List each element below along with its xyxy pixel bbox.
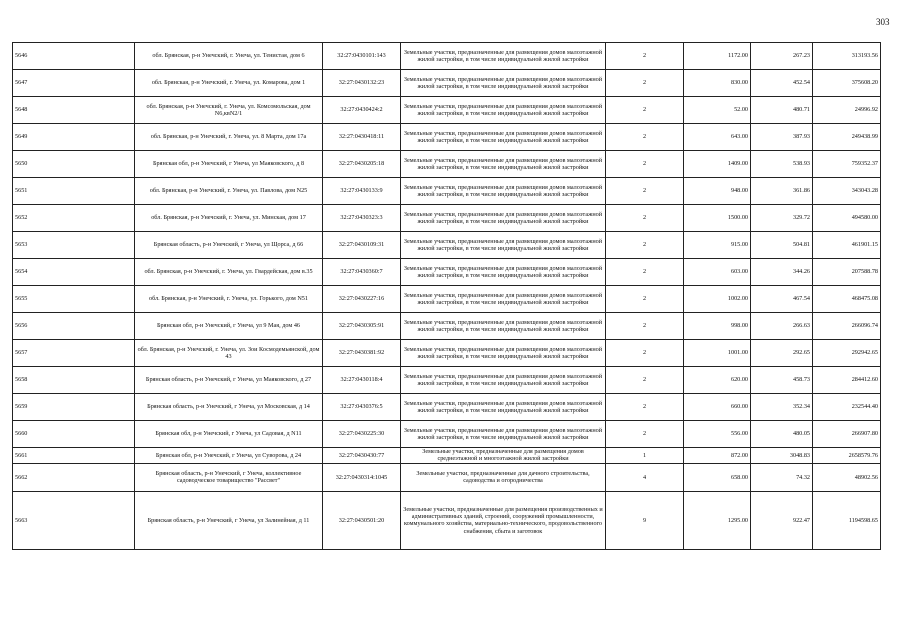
address-cell: Брянская область, р-н Унечский, г Унеча, ул Московская, д 14 xyxy=(135,394,323,421)
address-cell: Брянская обл, р-н Унечский, г Унеча, ул Садовая, д N11 xyxy=(135,421,323,448)
specific-value-cell: 3048.83 xyxy=(751,448,813,464)
specific-value-cell: 480.05 xyxy=(751,421,813,448)
cadastral-value-table xyxy=(12,42,881,550)
table-row xyxy=(13,448,881,464)
land-use-cell: Земельные участки, предназначенные для размещения домов малоэтажной жилой застройки, в том числе индивидуальной жилой застройки xyxy=(401,43,606,70)
row-number-cell: 5656 xyxy=(13,313,135,340)
area-cell: 556.00 xyxy=(684,421,751,448)
table-row xyxy=(13,151,881,178)
cadastral-value-cell: 2658579.76 xyxy=(813,448,881,464)
address-cell: Брянская область, р-н Унечский, г Унеча, ул Маяковского, д 27 xyxy=(135,367,323,394)
land-use-cell: Земельные участки, предназначенные для размещения домов малоэтажной жилой застройки, в том числе индивидуальной жилой застройки xyxy=(401,286,606,313)
table-row xyxy=(13,394,881,421)
area-cell: 1500.00 xyxy=(684,205,751,232)
cadastral-value-cell: 48902.56 xyxy=(813,463,881,491)
land-use-cell: Земельные участки, предназначенные для размещения домов малоэтажной жилой застройки, в том числе индивидуальной жилой застройки xyxy=(401,70,606,97)
cadastral-number-cell: 32:27:0430430:77 xyxy=(323,448,401,464)
row-number-cell: 5651 xyxy=(13,178,135,205)
specific-value-cell: 538.93 xyxy=(751,151,813,178)
row-number-cell: 5663 xyxy=(13,491,135,549)
specific-value-cell: 504.81 xyxy=(751,232,813,259)
cadastral-number-cell: 32:27:0430501:20 xyxy=(323,491,401,549)
table-row xyxy=(13,178,881,205)
cadastral-number-cell: 32:27:0430314:1045 xyxy=(323,463,401,491)
table-row xyxy=(13,97,881,124)
area-cell: 1001.00 xyxy=(684,340,751,367)
group-code-cell: 4 xyxy=(606,463,684,491)
land-use-cell: Земельные участки, предназначенные для размещения домов малоэтажной жилой застройки, в том числе индивидуальной жилой застройки xyxy=(401,178,606,205)
table-row xyxy=(13,491,881,549)
cadastral-value-cell: 468475.08 xyxy=(813,286,881,313)
land-use-cell: Земельные участки, предназначенные для размещения домов малоэтажной жилой застройки, в том числе индивидуальной жилой застройки xyxy=(401,367,606,394)
row-number-cell: 5657 xyxy=(13,340,135,367)
cadastral-value-cell: 266096.74 xyxy=(813,313,881,340)
group-code-cell: 2 xyxy=(606,367,684,394)
area-cell: 998.00 xyxy=(684,313,751,340)
group-code-cell: 2 xyxy=(606,340,684,367)
specific-value-cell: 329.72 xyxy=(751,205,813,232)
land-use-cell: Земельные участки, предназначенные для дачного строительства, садоводства и огородничества xyxy=(401,463,606,491)
address-cell: обл. Брянская, р-н Унечский, г. Унеча, ул. Зои Космодемьянской, дом 43 xyxy=(135,340,323,367)
address-cell: обл. Брянская, р-н Унечский, г. Унеча, ул. Комарова, дом 1 xyxy=(135,70,323,97)
row-number-cell: 5649 xyxy=(13,124,135,151)
table-row xyxy=(13,232,881,259)
specific-value-cell: 267.23 xyxy=(751,43,813,70)
specific-value-cell: 344.26 xyxy=(751,259,813,286)
row-number-cell: 5650 xyxy=(13,151,135,178)
area-cell: 830.00 xyxy=(684,70,751,97)
cadastral-value-cell: 266907.80 xyxy=(813,421,881,448)
land-use-cell: Земельные участки, предназначенные для размещения домов малоэтажной жилой застройки, в том числе индивидуальной жилой застройки xyxy=(401,340,606,367)
group-code-cell: 2 xyxy=(606,205,684,232)
cadastral-value-cell: 759352.37 xyxy=(813,151,881,178)
address-cell: Брянская обл, р-н Унечский, г Унеча, ул 9 Мая, дом 46 xyxy=(135,313,323,340)
table-row xyxy=(13,124,881,151)
specific-value-cell: 292.65 xyxy=(751,340,813,367)
group-code-cell: 2 xyxy=(606,151,684,178)
group-code-cell: 9 xyxy=(606,491,684,549)
address-cell: обл. Брянская, р-н Унечский, г. Унеча, ул. 8 Марта, дом 17а xyxy=(135,124,323,151)
cadastral-number-cell: 32:27:0430132:23 xyxy=(323,70,401,97)
row-number-cell: 5661 xyxy=(13,448,135,464)
table-row xyxy=(13,367,881,394)
group-code-cell: 2 xyxy=(606,421,684,448)
land-use-cell: Земельные участки, предназначенные для размещения домов малоэтажной жилой застройки, в том числе индивидуальной жилой застройки xyxy=(401,124,606,151)
cadastral-number-cell: 32:27:0430376:5 xyxy=(323,394,401,421)
table-row xyxy=(13,43,881,70)
specific-value-cell: 922.47 xyxy=(751,491,813,549)
cadastral-number-cell: 32:27:0430205:18 xyxy=(323,151,401,178)
table-row xyxy=(13,205,881,232)
specific-value-cell: 387.93 xyxy=(751,124,813,151)
specific-value-cell: 458.73 xyxy=(751,367,813,394)
address-cell: обл. Брянская, р-н Унечский, г. Унеча, ул. Гвардейская, дом в.35 xyxy=(135,259,323,286)
address-cell: обл. Брянская, р-н Унечский, г. Унеча, ул. Комсомольская, дом N6,квN2/1 xyxy=(135,97,323,124)
land-use-cell: Земельные участки, предназначенные для размещения домов малоэтажной жилой застройки, в том числе индивидуальной жилой застройки xyxy=(401,394,606,421)
cadastral-number-cell: 32:27:0430101:143 xyxy=(323,43,401,70)
cadastral-value-cell: 313193.56 xyxy=(813,43,881,70)
address-cell: Брянская область, р-н Унечский, г Унеча, ул Щорса, д 66 xyxy=(135,232,323,259)
group-code-cell: 2 xyxy=(606,97,684,124)
area-cell: 1172.00 xyxy=(684,43,751,70)
address-cell: Брянская область, р-н Унечский, г Унеча, коллективное садоводческое товарищество "Рассвет" xyxy=(135,463,323,491)
cadastral-number-cell: 32:27:0430418:11 xyxy=(323,124,401,151)
area-cell: 658.00 xyxy=(684,463,751,491)
cadastral-number-cell: 32:27:0430323:3 xyxy=(323,205,401,232)
cadastral-value-cell: 249438.99 xyxy=(813,124,881,151)
cadastral-value-cell: 207588.78 xyxy=(813,259,881,286)
land-use-cell: Земельные участки, предназначенные для размещения домов малоэтажной жилой застройки, в том числе индивидуальной жилой застройки xyxy=(401,232,606,259)
specific-value-cell: 266.63 xyxy=(751,313,813,340)
table-row xyxy=(13,313,881,340)
land-use-cell: Земельные участки, предназначенные для размещения домов малоэтажной жилой застройки, в том числе индивидуальной жилой застройки xyxy=(401,313,606,340)
address-cell: обл. Брянская, р-н Унечский, г. Унеча, ул. Горького, дом N51 xyxy=(135,286,323,313)
land-use-cell: Земельные участки, предназначенные для размещения домов малоэтажной жилой застройки, в том числе индивидуальной жилой застройки xyxy=(401,259,606,286)
cadastral-value-cell: 284412.60 xyxy=(813,367,881,394)
group-code-cell: 2 xyxy=(606,43,684,70)
specific-value-cell: 74.32 xyxy=(751,463,813,491)
area-cell: 1002.00 xyxy=(684,286,751,313)
table-body xyxy=(13,43,881,550)
row-number-cell: 5662 xyxy=(13,463,135,491)
area-cell: 643.00 xyxy=(684,124,751,151)
cadastral-value-cell: 232544.40 xyxy=(813,394,881,421)
cadastral-value-cell: 461901.15 xyxy=(813,232,881,259)
cadastral-number-cell: 32:27:0430227:16 xyxy=(323,286,401,313)
area-cell: 948.00 xyxy=(684,178,751,205)
cadastral-value-cell: 343043.28 xyxy=(813,178,881,205)
table-row xyxy=(13,421,881,448)
area-cell: 1409.00 xyxy=(684,151,751,178)
group-code-cell: 2 xyxy=(606,394,684,421)
area-cell: 1295.00 xyxy=(684,491,751,549)
land-use-cell: Земельные участки, предназначенные для размещения домов среднеэтажной и многоэтажной жилой застройки xyxy=(401,448,606,464)
specific-value-cell: 361.86 xyxy=(751,178,813,205)
cadastral-value-cell: 24996.92 xyxy=(813,97,881,124)
area-cell: 872.00 xyxy=(684,448,751,464)
table-row xyxy=(13,463,881,491)
specific-value-cell: 352.34 xyxy=(751,394,813,421)
address-cell: Брянская обл, р-н Унечский, г Унеча, ул Маяковского, д 8 xyxy=(135,151,323,178)
area-cell: 660.00 xyxy=(684,394,751,421)
group-code-cell: 1 xyxy=(606,448,684,464)
cadastral-value-cell: 1194598.65 xyxy=(813,491,881,549)
area-cell: 915.00 xyxy=(684,232,751,259)
row-number-cell: 5659 xyxy=(13,394,135,421)
land-use-cell: Земельные участки, предназначенные для размещения домов малоэтажной жилой застройки, в том числе индивидуальной жилой застройки xyxy=(401,421,606,448)
page-number: 303 xyxy=(876,17,890,27)
land-use-cell: Земельные участки, предназначенные для размещения домов малоэтажной жилой застройки, в том числе индивидуальной жилой застройки xyxy=(401,97,606,124)
address-cell: обл. Брянская, р-н Унечский, г. Унеча, ул. Павлова, дом N25 xyxy=(135,178,323,205)
row-number-cell: 5647 xyxy=(13,70,135,97)
table-row xyxy=(13,259,881,286)
land-use-cell: Земельные участки, предназначенные для размещения домов малоэтажной жилой застройки, в том числе индивидуальной жилой застройки xyxy=(401,151,606,178)
area-cell: 620.00 xyxy=(684,367,751,394)
land-use-cell: Земельные участки, предназначенные для размещения производственных и административных зданий, строений, сооружений промышленности, коммунального хозяйства, материально-технического, продовольственного снабжения, сбыта и заготовок xyxy=(401,491,606,549)
row-number-cell: 5653 xyxy=(13,232,135,259)
group-code-cell: 2 xyxy=(606,286,684,313)
row-number-cell: 5658 xyxy=(13,367,135,394)
cadastral-number-cell: 32:27:0430305:91 xyxy=(323,313,401,340)
table-row xyxy=(13,340,881,367)
cadastral-number-cell: 32:27:0430109:31 xyxy=(323,232,401,259)
row-number-cell: 5652 xyxy=(13,205,135,232)
cadastral-value-cell: 375608.20 xyxy=(813,70,881,97)
group-code-cell: 2 xyxy=(606,124,684,151)
row-number-cell: 5646 xyxy=(13,43,135,70)
cadastral-number-cell: 32:27:0430225:30 xyxy=(323,421,401,448)
group-code-cell: 2 xyxy=(606,178,684,205)
area-cell: 52.00 xyxy=(684,97,751,124)
address-cell: Брянская область, р-н Унечский, г Унеча, ул Залинейная, д 11 xyxy=(135,491,323,549)
cadastral-value-cell: 292942.65 xyxy=(813,340,881,367)
area-cell: 603.00 xyxy=(684,259,751,286)
land-use-cell: Земельные участки, предназначенные для размещения домов малоэтажной жилой застройки, в том числе индивидуальной жилой застройки xyxy=(401,205,606,232)
specific-value-cell: 452.54 xyxy=(751,70,813,97)
row-number-cell: 5654 xyxy=(13,259,135,286)
cadastral-number-cell: 32:27:0430381:92 xyxy=(323,340,401,367)
cadastral-value-cell: 494580.00 xyxy=(813,205,881,232)
cadastral-number-cell: 32:27:0430133:9 xyxy=(323,178,401,205)
table-row xyxy=(13,286,881,313)
specific-value-cell: 480.71 xyxy=(751,97,813,124)
address-cell: обл. Брянская, р-н Унечский, г. Унеча, ул. Минская, дом 17 xyxy=(135,205,323,232)
cadastral-number-cell: 32:27:0430118:4 xyxy=(323,367,401,394)
table-row xyxy=(13,70,881,97)
cadastral-number-cell: 32:27:0430424:2 xyxy=(323,97,401,124)
group-code-cell: 2 xyxy=(606,70,684,97)
cadastral-number-cell: 32:27:0430360:7 xyxy=(323,259,401,286)
row-number-cell: 5648 xyxy=(13,97,135,124)
address-cell: Брянская обл, р-н Унечский, г Унеча, ул Суворова, д 24 xyxy=(135,448,323,464)
group-code-cell: 2 xyxy=(606,313,684,340)
group-code-cell: 2 xyxy=(606,259,684,286)
row-number-cell: 5655 xyxy=(13,286,135,313)
address-cell: обл. Брянская, р-н Унечский, г. Унеча, ул. Тенистая, дом 6 xyxy=(135,43,323,70)
specific-value-cell: 467.54 xyxy=(751,286,813,313)
group-code-cell: 2 xyxy=(606,232,684,259)
row-number-cell: 5660 xyxy=(13,421,135,448)
